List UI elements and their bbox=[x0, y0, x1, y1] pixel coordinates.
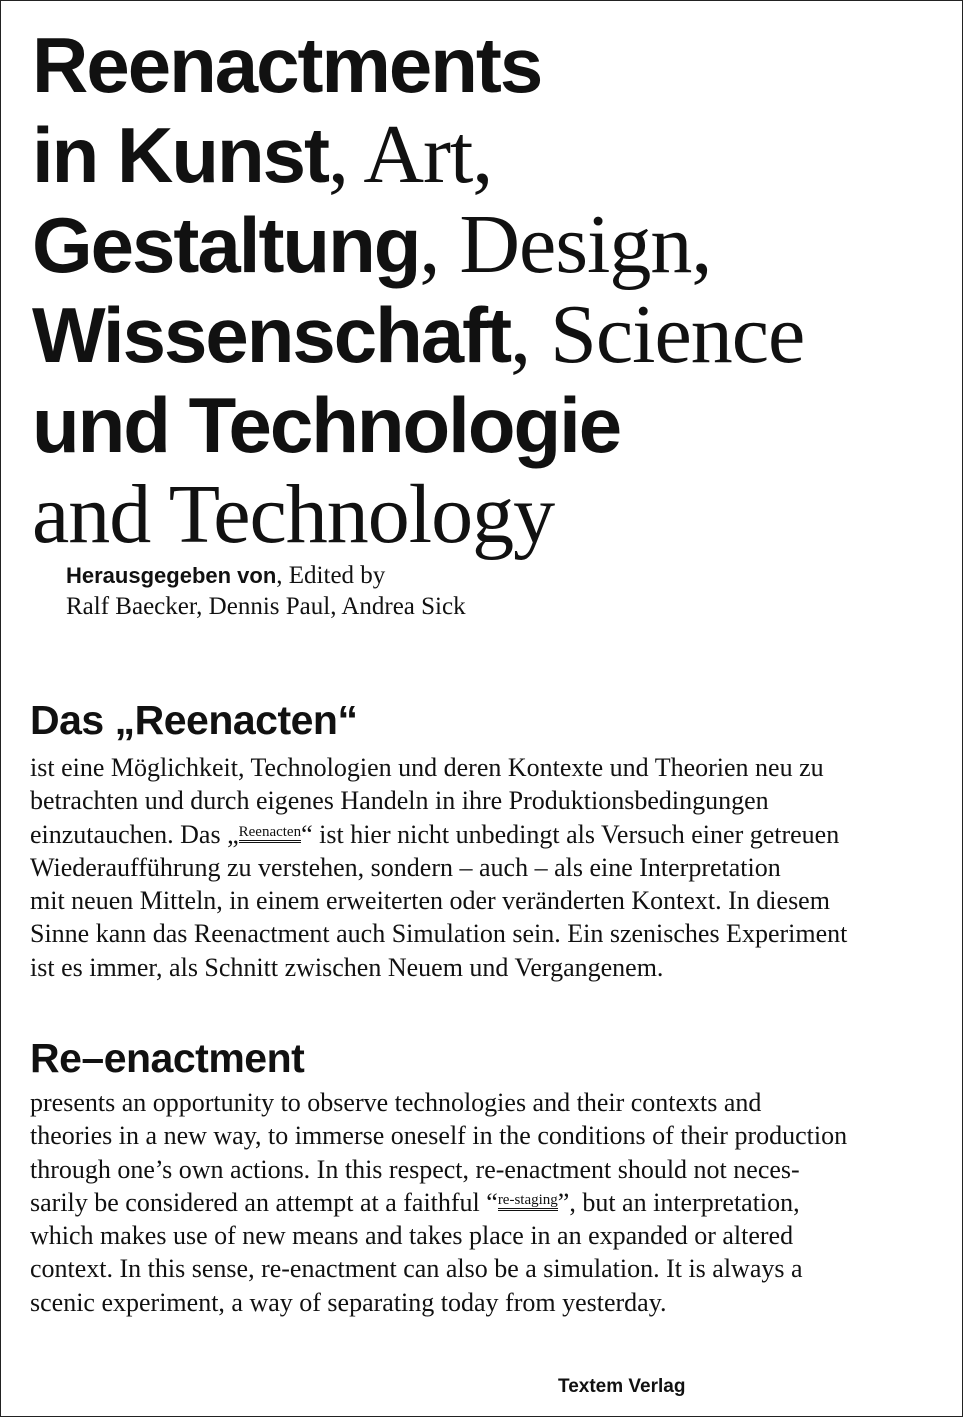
body-en-line-5: which makes use of new means and takes place in an expanded or altered bbox=[30, 1221, 794, 1251]
editors-label: Herausgegeben von, Edited by bbox=[66, 562, 386, 589]
section-heading-en: Re–enactment bbox=[30, 1035, 305, 1081]
body-en-line-2: theories in a new way, to immerse oneself in the conditions of their production bbox=[30, 1121, 848, 1151]
reenacten-mark: Reenacten bbox=[239, 824, 301, 843]
body-en-line-1: presents an opportunity to observe technologies and their contexts and bbox=[30, 1088, 762, 1117]
section-body-en bbox=[30, 1086, 847, 1319]
editor-names: Ralf Baecker, Dennis Paul, Andrea Sick bbox=[66, 593, 466, 620]
body-en-line-3: through one’s own actions. In this respect, re-enactment should not neces- bbox=[30, 1154, 800, 1184]
title-line-4: Wissenschaft, Science bbox=[32, 288, 805, 381]
publisher-name: Textem Verlag bbox=[558, 1376, 686, 1397]
book-title bbox=[32, 20, 804, 559]
editors-block bbox=[66, 560, 466, 622]
body-de-line-7: ist es immer, als Schnitt zwischen Neuem und Vergangenem. bbox=[30, 952, 664, 982]
body-de-line-5: mit neuen Mitteln, in einem erweiterten oder veränderten Kontext. In diesem bbox=[30, 886, 830, 916]
body-de-line-4: Wiederaufführung zu verstehen, sondern – auch – als eine Interpretation bbox=[30, 852, 781, 882]
re-staging-mark: re-staging bbox=[498, 1192, 558, 1211]
body-de-line-3: einzutauchen. Das „$^{Reenacten}$“ ist hier nicht unbedingt als Versuch einer getreuen bbox=[30, 819, 840, 849]
body-de-line-2: betrachten und durch eigenes Handeln in ihre Produktionsbedingungen bbox=[30, 786, 769, 816]
section-heading-de: Das „Reenacten“ bbox=[30, 697, 358, 743]
title-line-6: and Technology bbox=[32, 468, 555, 561]
body-en-line-6: context. In this sense, re-enactment can also be a simulation. It is always a bbox=[30, 1254, 803, 1284]
title-line-5: und Technologie bbox=[32, 381, 621, 469]
title-line-3: Gestaltung, Design, bbox=[32, 198, 712, 291]
title-line-1: Reenactments bbox=[32, 21, 542, 109]
section-body-de bbox=[30, 751, 847, 984]
body-en-line-7: scenic experiment, a way of separating today from yesterday. bbox=[30, 1287, 667, 1317]
body-de-line-1: ist eine Möglichkeit, Technologien und deren Kontexte und Theorien neu zu bbox=[30, 753, 824, 782]
body-de-line-6: Sinne kann das Reenactment auch Simulation sein. Ein szenisches Experiment bbox=[30, 919, 848, 949]
title-line-2: in Kunst, Art, bbox=[32, 108, 493, 201]
body-en-line-4: sarily be considered an attempt at a faithful “$^{re-staging}$”, but an interpretation, bbox=[30, 1187, 800, 1217]
